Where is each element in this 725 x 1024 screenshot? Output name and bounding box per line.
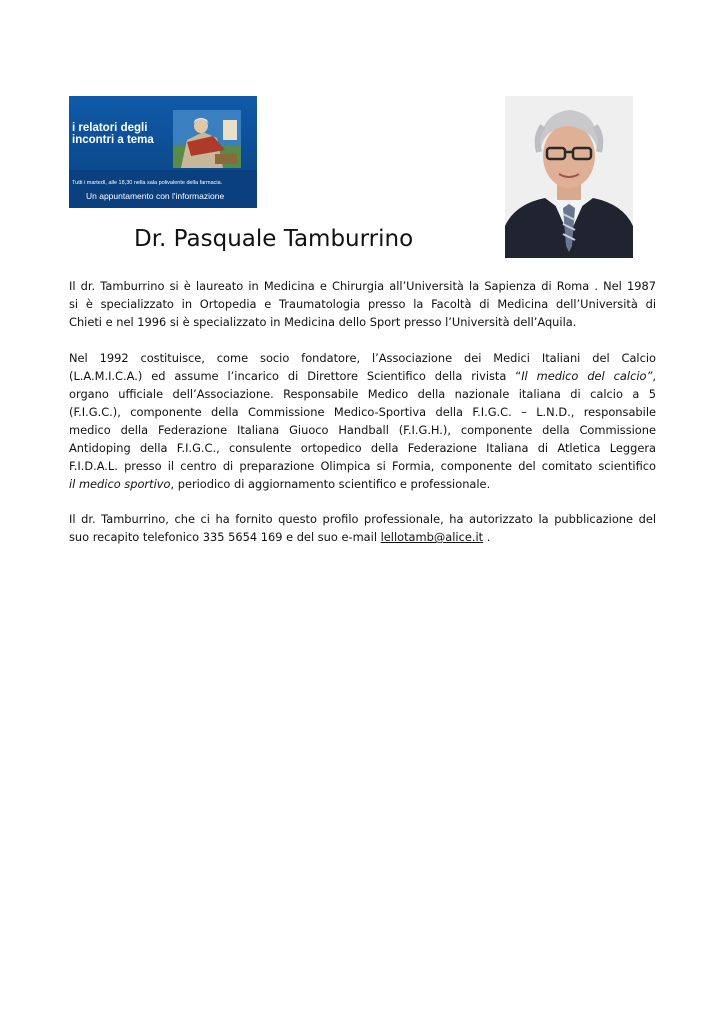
text-line <box>69 528 656 546</box>
paragraph-career <box>69 349 656 493</box>
text-line: organo ufficiale dell’Associazione. Responsabile Medico della nazionale italiana di calcio a 5 <box>69 387 656 401</box>
text-segment: . <box>483 530 491 544</box>
text-segment: , periodico di aggiornamento scientifico e professionale. <box>170 477 491 491</box>
painting-icon <box>173 110 241 168</box>
banner-slogan: Un appuntamento con l'informazione <box>86 191 225 201</box>
paragraph-contact <box>69 510 656 546</box>
journal-title: il medico sportivo <box>69 477 171 491</box>
text-segment: (L.A.M.I.C.A.) ed assume l’incarico di Direttore Scientifico della rivista “ <box>69 369 522 383</box>
text-line: Antidoping della F.I.G.C., consulente ortopedico della Federazione Italiana di Atletica Leggera <box>69 441 656 455</box>
paragraph-education <box>69 277 656 331</box>
doc-title: Dr. Pasquale Tamburrino <box>134 226 414 252</box>
text-line: (F.I.G.C.), componente della Commissione Medico-Sportiva della F.I.G.C. – L.N.D., responsabile <box>69 405 656 419</box>
text-line: medico della Federazione Italiana Giuoco Handball (F.I.G.H.), componente della Commissione <box>69 423 656 437</box>
text-segment: , <box>652 369 656 383</box>
text-line <box>69 475 656 493</box>
text-line: Il dr. Tamburrino, che ci ha fornito questo profilo professionale, ha autorizzato la pubblicazione del <box>69 512 656 526</box>
text-line <box>69 367 656 385</box>
text-line: si è specializzato in Ortopedia e Traumatologia presso la Facoltà di Medicina dell’Università di <box>69 297 656 311</box>
banner-info: Tutti i martedì, alle 18,30 nella sala polivalente della farmacia. <box>72 180 223 186</box>
journal-title: Il medico del calcio” <box>521 369 653 383</box>
text-segment: suo recapito telefonico 335 5654 169 e del suo e-mail <box>69 530 381 544</box>
text-line: Nel 1992 costituisce, come socio fondatore, l’Associazione dei Medici Italiani del Calcio <box>69 351 656 365</box>
text-line: Il dr. Tamburrino si è laureato in Medicina e Chirurgia all’Università la Sapienza di Roma . Nel 1987 <box>69 279 656 293</box>
banner-title <box>72 122 172 146</box>
banner-title-line2: incontri a tema <box>72 134 154 146</box>
portrait-photo-icon <box>505 96 633 258</box>
banner-title-line1: i relatori degli <box>72 122 148 134</box>
banner-bottom <box>69 170 257 208</box>
event-banner <box>69 96 257 208</box>
email-link[interactable]: lellotamb@alice.it <box>380 530 484 544</box>
text-line: Chieti e nel 1996 si è specializzato in Medicina dello Sport presso l’Università dell’Aquila. <box>69 315 577 329</box>
text-line: F.I.D.A.L. presso il centro di preparazione Olimpica si Formia, componente del comitato scientifico <box>69 459 656 473</box>
